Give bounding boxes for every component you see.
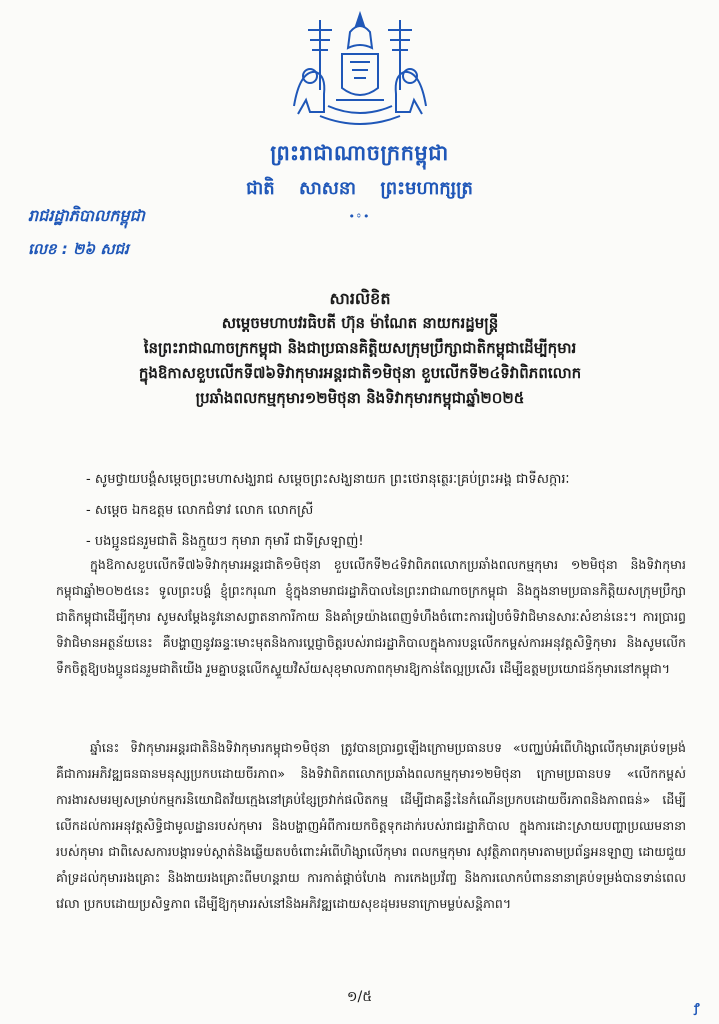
body-paragraph <box>56 735 686 971</box>
title-line: សារលិខិត <box>329 289 391 308</box>
ornament-divider: •᭜• <box>348 210 372 223</box>
kingdom-heading: ព្រះរាជាណាចក្រកម្ពុជា <box>270 141 449 165</box>
body-paragraph <box>56 552 686 712</box>
letter-title <box>30 286 690 411</box>
government-name: រាជរដ្ឋាភិបាលកម្ពុជា <box>28 206 145 225</box>
reference-number: លេខ : ២៦ សជរ <box>28 240 129 258</box>
salutation-list <box>86 464 686 557</box>
salutation-item: - សម្តេច ឯកឧត្តម លោកជំទាវ លោក លោកស្រី <box>86 503 314 518</box>
title-line: ក្នុងឱកាសខួបលើកទី៧៦ទិវាកុមារអន្តរជាតិ១មិថុនា ខួបលើកទី២៤ទិវាពិភពលោក <box>138 364 582 382</box>
paragraph-text: ក្នុងឱកាសខួបលើកទី៧៦ទិវាកុមារអន្តរជាតិ១មិថុនា ខួបលើកទី២៤ទិវាពិភពលោកប្រឆាំងពលកម្មកុមារ ១២មិថុនា និងទិវាកុមារកម្ពុជាឆ្នាំ២០២៥នេះ ទូលព្រះបង្គំ ខ្ញុំព្រះករុណា ខ្ញុំក្នុងនាមរាជរដ្ឋាភិបាលនៃព្រះរាជាណាចក្រកម្ពុជា និងក្នុងនាមប្រធានកិត្តិយសក្រុមប្រឹក្សាជាតិកម្ពុជាដើម្បីកុមារ សូមសម្តែងនូវនោសព្វាតនាការីកាយ និងគាំទ្រយ៉ាងពេញទំហឹងចំពោះការរៀបចំទិវាជិមានសារៈសំខាន់នេះ។ ការប្រារព្ធទិវាជិមានអត្ថន័យនេះ គឺបង្ហាញនូវឆន្ទៈមោះមុតនិងការប្តេជ្ញាចិត្តរបស់រាជរដ្ឋាភិបាលក្នុងការបន្តលើកកម្ពស់ការអនុវត្តសិទ្ធិកុមារ និងសូមលើកទឹកចិត្តឱ្យបងប្អូនជនរួមជាតិយើង រួមគ្នាបន្តលើកស្ទួយវិស័យសុខុមាលភាពកុមារឱ្យកាន់តែល្អប្រសើរ ដើម្បីឧត្តមប្រយោជន៍កុមារនៅកម្ពុជា។ <box>56 557 686 676</box>
page-number: ១/៥ <box>346 989 373 1005</box>
salutation-item: - បងប្អូនជនរួមជាតិ និងក្មួយៗ កុមារា កុមារី ជាទីស្រឡាញ់! <box>86 534 364 549</box>
national-motto: ជាតិ សាសនា ព្រះមហាក្សត្រ <box>246 178 473 199</box>
royal-emblem-icon <box>280 10 440 132</box>
title-line: នៃព្រះរាជាណាចក្រកម្ពុជា និងជាប្រធានគិត្តិយសក្រុមប្រឹក្សាជាតិកម្ពុជាដើម្បីកុមារ <box>143 339 577 357</box>
corner-mark: ꝭ <box>694 1001 700 1015</box>
paragraph-text: ឆ្នាំនេះ ទិវាកុមារអន្តរជាតិនិងទិវាកុមារកម្ពុជា១មិថុនា ត្រូវបានប្រារព្ធឡើងក្រោមប្រធានបទ «បញ្ឈប់អំពើហិង្សាលើកុមារគ្រប់ទម្រង់ គឺជាការអភិវឌ្ឍធនធានមនុស្សប្រកបដោយចីរភាព» និងទិវាពិភពលោកប្រឆាំងពលកម្មកុមារ១២មិថុនា ក្រោមប្រធានបទ «លើកកម្ពស់ការងារសមរម្យសម្រាប់កម្មករនិយោជិតវ័យក្មេងនៅគ្រប់ខ្សែច្រវាក់ផលិតកម្ម ដើម្បីជាគន្លឹះនៃកំណើនប្រកបដោយចីរភាពនិងភាពធន់» ដើម្បីលើកដល់ការអនុវត្តសិទ្ធិជាមូលដ្ឋានរបស់កុមារ និងបង្ហាញអំពីការយកចិត្តទុកដាក់របស់រាជរដ្ឋាភិបាល ក្នុងការដោះស្រាយបញ្ហាប្រឈមនានារបស់កុមារ ជាពិសេសការបង្ការទប់ស្កាត់និងឆ្លើយតបចំពោះអំពើហិង្សាលើកុមារ ពលកម្មកុមារ សុវត្ថិភាពកុមារតាមប្រព័ន្ធអនឡាញ ដោយជួយគាំទ្រដល់កុមាររងគ្រោះ និងងាយរងគ្រោះពីមហន្តរាយ ការកាត់ផ្តាច់ហែង ការកេងប្រវ័ញ្ច និងការលោកបំពាននានាគ្រប់ទម្រង់បានទាន់ពេលវេលា ប្រកបដោយប្រសិទ្ធភាព ដើម្បីឱ្យកុមាររស់នៅនិងអភិវឌ្ឍដោយសុខដុមរមនាក្រោមម្លប់សន្តិភាព។ <box>56 740 686 911</box>
title-line: ប្រឆាំងពលកម្មកុមារ១២មិថុនា និងទិវាកុមារកម្ពុជាឆ្នាំ២០២៥ <box>195 389 525 407</box>
title-line: សម្តេចមហាបវរធិបតី ហ៊ុន ម៉ាណែត នាយករដ្ឋមន្ត្រី <box>221 314 499 332</box>
salutation-item: - សូមថ្វាយបង្គំសម្តេចព្រះមហាសង្ឃរាជ សម្តេចព្រះសង្ឃនាយក ព្រះថេរានុត្ថេរៈគ្រប់ព្រះអង្គ ជាទីសក្ការៈ <box>86 472 570 487</box>
